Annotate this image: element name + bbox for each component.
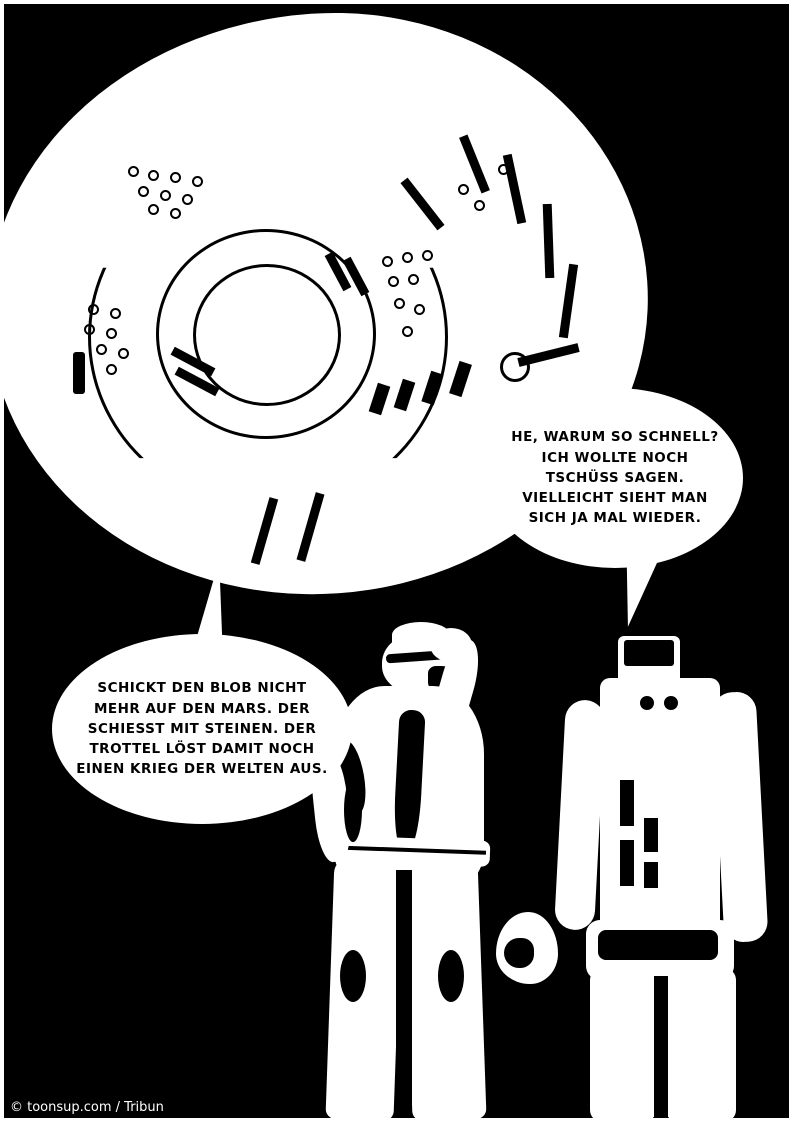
saucer-dot [106,364,117,375]
robot-eye [664,696,678,710]
saucer-dot [182,194,193,205]
robot-right-arm [711,691,768,943]
saucer-dot [96,344,107,355]
saucer-block [73,352,85,394]
space-helmet [496,912,558,984]
astronaut-leg-gap [396,870,412,1120]
saucer-dot [88,304,99,315]
astronaut-knee-shade [438,950,464,1002]
balloon-text-robot: HE, WARUM SO SCHNELL? ICH WOLLTE NOCH TSCHÜSS SAGEN. VIELLEICHT SIEHT MAN SICH JA MAL WIEDER. [511,429,719,527]
robot-left-leg [590,968,656,1122]
credit-line [10,1100,164,1115]
speech-balloon-robot [487,388,743,568]
robot-torso [600,678,720,948]
robot-right-leg [666,968,736,1122]
saucer-dot [402,326,413,337]
saucer-dot [148,170,159,181]
balloon-text-ufo: SCHICKT DEN BLOB NICHT MEHR AUF DEN MARS. DER SCHIESST MIT STEINEN. DER TROTTEL LÖST DAMIT NOCH EINEN KRIEG DER WELTEN AUS. [76,680,328,778]
astronaut-knee-shade [340,950,366,1002]
saucer-dot [474,200,485,211]
saucer-dot [382,256,393,267]
saucer-dot [106,328,117,339]
saucer-dot [84,324,95,335]
saucer-dot [388,276,399,287]
credit-text: © toonsup.com / Tribun [10,1100,164,1115]
saucer-dot [414,304,425,315]
saucer-dot [422,250,433,261]
saucer-dot [498,164,509,175]
helmet-visor [504,938,534,968]
saucer-dot [128,166,139,177]
robot-indicator-bar [620,780,634,826]
saucer-dot [458,184,469,195]
saucer-dot [192,176,203,187]
astronaut-arm-gap [344,778,362,842]
astronaut-hand [430,628,472,662]
saucer-dot [402,252,413,263]
robot-head-grill [624,640,674,666]
robot-left-arm [554,699,606,931]
robot-figure [540,630,770,1122]
speech-balloon-ufo [52,634,352,824]
saucer-dot [160,190,171,201]
saucer-dot [408,274,419,285]
saucer-porthole [500,352,530,382]
saucer-dot [118,348,129,359]
robot-leg-gap [654,976,668,1122]
saucer-dot [110,308,121,319]
robot-indicator-bar [644,862,658,888]
robot-hip-hatch [598,930,718,960]
saucer-dot [138,186,149,197]
saucer-dot [394,298,405,309]
saucer-dot [148,204,159,215]
saucer-dot [170,208,181,219]
robot-indicator-bar [644,818,658,852]
robot-indicator-bar [620,840,634,886]
saucer-dot [170,172,181,183]
robot-eye [640,696,654,710]
